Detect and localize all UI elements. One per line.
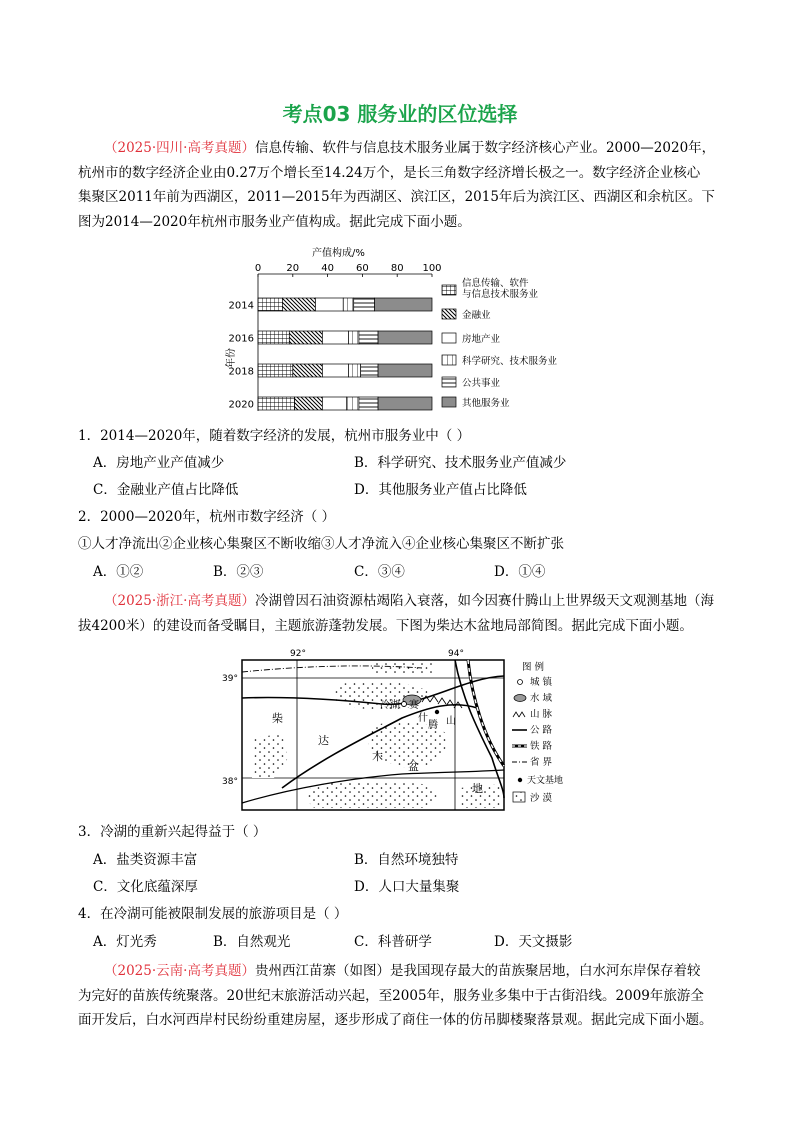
map-legend-label: 城 镇 [530,677,553,688]
chart-bar-segment [343,298,353,311]
chart-bar-segment [348,331,358,344]
map-lon-94-label: 94° [448,649,464,659]
desert-area [308,781,438,808]
chart-legend-label: 其他服务业 [462,398,510,409]
chart-bar-segment [282,298,315,311]
question-1-stem: 1．2014—2020年，随着数字经济的发展，杭州市服务业中（ ） [78,428,471,444]
chart-bar-segment [348,364,360,377]
chart-bar-segment [258,298,282,311]
label-da: 达 [318,734,329,747]
chart-y-tick-label: 2018 [228,366,254,378]
passage-2-source: （2025·浙江·高考真题） [104,593,255,609]
desert-icon [513,792,525,802]
passage-3-source: （2025·云南·高考真题） [104,963,255,979]
passage-2 [78,589,728,638]
passage-1-source: （2025·四川·高考真题） [104,140,255,156]
q4-option-a[interactable]: A．灯光秀 [93,934,157,950]
chart-bar-segment [359,331,378,344]
map-legend-label: 沙 漠 [530,793,553,804]
chart-bar-segment [258,331,289,344]
page-title: 考点03 服务业的区位选择 [282,102,518,126]
mountain-icon [513,712,525,717]
chart-y-tick-label: 2014 [228,300,254,312]
chart-x-tick-label: 20 [286,263,300,274]
label-chai: 柴 [272,712,283,725]
service-output-chart [222,246,558,416]
chart-y-tick-label: 2016 [228,333,254,345]
question-3-stem: 3．冷湖的重新兴起得益于（ ） [78,824,267,840]
town-icon [518,680,523,685]
q4-option-c[interactable]: C．科普研学 [354,934,432,950]
chart-x-tick-label: 0 [254,263,262,274]
chart-legend-label: 金融业 [462,310,491,321]
map-legend [512,661,563,804]
chart-bar-segment [315,298,343,311]
qaidam-basin-map [222,638,562,820]
q2-option-d[interactable]: D．①④ [494,564,546,580]
q2-option-b[interactable]: B．②③ [213,564,264,580]
chart-bar-segment [293,364,323,377]
q3-option-d[interactable]: D．人口大量集聚 [354,879,460,895]
q1-option-d[interactable]: D．其他服务业产值占比降低 [354,482,527,498]
passage-3-line: 面开发后，白水河西岸村民纷纷重建房屋，逐步形成了商住一体的仿吊脚楼聚落景观。据此完成下面小题。 [78,1012,713,1028]
chart-bar-segment [347,397,359,410]
question-2-items: ①人才净流出②企业核心集聚区不断收缩③人才净流入④企业核心集聚区不断扩张 [78,536,564,552]
chart-legend-swatch [442,397,456,407]
desert-area [372,662,434,674]
passage-1 [78,136,728,234]
passage-2-line: 拔4200米）的建设而备受瞩目，主题旅游蓬勃发展。下图为柴达木盆地局部简图。据此完成下面小题。 [78,617,693,634]
chart-legend-swatch [442,355,456,365]
chart-bar-segment [322,397,346,410]
q4-option-b[interactable]: B．自然观光 [213,934,291,950]
q1-option-c[interactable]: C．金融业产值占比降低 [93,482,239,498]
chart-legend-label: 房地产业 [462,334,501,345]
chart-xlabel: 产值构成/% [312,248,365,259]
chart-bar-segment [289,331,322,344]
label-shi: 什 [418,713,428,724]
passage-3-line: 为完好的苗族传统聚落。20世纪末旅游活动兴起，至2005年，服务业多集中于古街沿线。2009年旅游全 [78,987,704,1004]
label-mu: 木 [372,750,383,763]
q3-option-c[interactable]: C．文化底蕴深厚 [93,879,198,895]
chart-ylabel: 年份 [226,348,237,368]
chart-bar-segment [361,364,378,377]
chart-bar-segment [258,397,295,410]
map-lat-39-label: 39° [222,674,238,684]
chart-legend-swatch [442,377,456,387]
chart-bar-segment [359,397,378,410]
chart-legend-swatch [442,285,456,295]
chart-legend-label: 科学研究、技术服务业 [462,356,558,367]
map-lon-92-label: 92° [290,649,306,659]
map-legend-label: 天文基地 [527,776,564,786]
label-pen: 盆 [408,760,419,773]
label-sai: 赛 [409,700,419,711]
map-legend-label: 山 脉 [530,709,553,720]
q3-option-b[interactable]: B．自然环境独特 [354,852,459,868]
chart-bar-segment [378,397,432,410]
map-legend-title: 图 例 [522,662,545,673]
passage-3-line: 贵州西江苗寨（如图）是我国现存最大的苗族聚居地，白水河东岸保存着较 [254,963,701,979]
label-lenghu: 冷湖 [380,700,400,711]
chart-bar-segment [322,364,348,377]
label-shan: 山 [446,716,456,727]
astronomical-base [435,710,439,714]
passage-1-line: 图为2014—2020年杭州市服务业产值构成。据此完成下面小题。 [78,213,471,230]
chart-bar-segment [378,331,432,344]
q2-option-a[interactable]: A．①② [93,564,144,580]
map-legend-label: 公 路 [530,725,553,736]
q1-option-b[interactable]: B．科学研究、技术服务业产值减少 [354,455,567,471]
map-legend-label: 省 界 [530,757,553,768]
chart-bar-segment [322,331,348,344]
chart-x-tick-label: 40 [321,263,334,274]
chart-bar-segment [295,397,323,410]
q3-option-a[interactable]: A．盐类资源丰富 [93,852,198,868]
desert-area [252,734,288,778]
chart-legend-label: 公共事业 [462,378,501,389]
chart-legend-swatch [442,333,456,343]
chart-x-tick-label: 60 [356,263,369,274]
passage-3 [78,959,728,1033]
chart-legend-label: 信息传输、软件与信息技术服务业 [462,278,539,300]
q4-option-d[interactable]: D．天文摄影 [494,934,573,950]
label-di: 地 [472,782,483,795]
chart-bar-segment [354,298,375,311]
chart-legend-swatch [442,309,456,319]
passage-2-line: 冷湖曾因石油资源枯竭陷入衰落，如今因赛什腾山上世界级天文观测基地（海 [254,593,714,609]
chart-x-tick-label: 80 [390,263,404,274]
passage-1-line: 集聚区2011年前为西湖区，2011—2015年为西湖区、滨江区，2015年后为滨江区、西湖区和余杭区。下 [78,189,715,205]
chart-y-tick-label: 2020 [228,399,254,411]
town-lenghu [402,702,407,707]
map-lat-38-label: 38° [222,777,238,787]
question-2-stem: 2．2000—2020年，杭州市数字经济（ ） [78,509,336,525]
label-teng: 腾 [428,720,438,731]
water-icon [514,695,526,702]
passage-1-line: 杭州市的数字经济企业由0.27万个增长至14.24万个，是长三角数字经济增长极之一。数字经济企业核心 [78,164,701,181]
map-legend-label: 铁 路 [530,741,553,752]
question-4-stem: 4．在冷湖可能被限制发展的旅游项目是（ ） [78,906,348,922]
chart-bar-segment [378,364,432,377]
chart-x-tick-label: 100 [422,263,442,274]
map-legend-label: 水 域 [530,693,553,704]
chart-bar-segment [258,364,293,377]
chart-bar-segment [375,298,432,311]
passage-1-line: 信息传输、软件与信息技术服务业属于数字经济核心产业。2000—2020年， [254,140,716,156]
q1-option-a[interactable]: A．房地产业产值减少 [93,455,225,471]
q2-option-c[interactable]: C．③④ [354,564,405,580]
astronomy-base-icon [518,778,522,782]
